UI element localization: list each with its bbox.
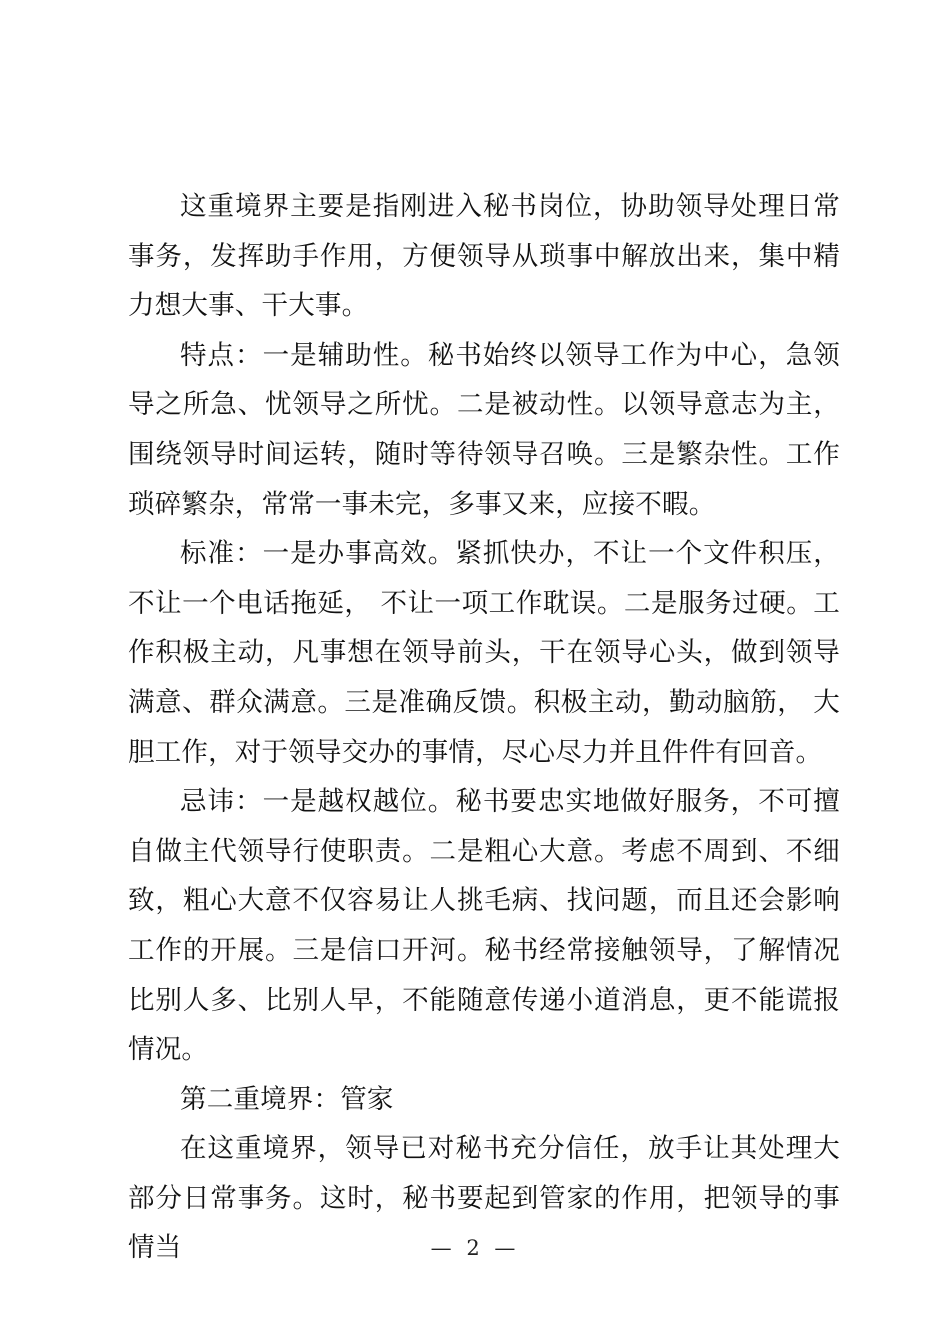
document-body — [128, 182, 840, 1273]
paragraph-intro: 这重境界主要是指刚进入秘书岗位，协助领导处理日常事务，发挥助手作用，方便领导从琐事中解放出来，集中精力想大事、干大事。 — [128, 191, 840, 322]
paragraph-standards: 标准：一是办事高效。紧抓快办，不让一个文件积压，不让一个电话拖延， 不让一项工作耽误。二是服务过硬。工作积极主动，凡事想在领导前头，干在领导心头，做到领导满意、群众满意。三是准确反馈。积极主动，勤动脑筋， 大胆工作，对于领导交办的事情，尽心尽力并且件件有回音。 — [128, 538, 840, 768]
paragraph-taboos: 忌讳：一是越权越位。秘书要忠实地做好服务，不可擅自做主代领导行使职责。二是粗心大意。考虑不周到、不细致，粗心大意不仅容易让人挑毛病、找问题，而且还会影响工作的开展。三是信口开河。秘书经常接触领导，了解情况比别人多、比别人早，不能随意传递小道消息，更不能谎报情况。 — [128, 786, 840, 1066]
paragraph-features: 特点：一是辅助性。秘书始终以领导工作为中心，急领导之所急、忧领导之所忧。二是被动性。以领导意志为主，围绕领导时间运转，随时等待领导召唤。三是繁杂性。工作琐碎繁杂，常常一事未完，多事又来，应接不暇。 — [128, 339, 840, 520]
section-heading: 第二重境界：管家 — [180, 1083, 394, 1115]
page-number: — 2 — — [430, 1236, 520, 1260]
paragraph-second-realm: 在这重境界，领导已对秘书充分信任，放手让其处理大部分日常事务。这时，秘书要起到管家的作用，把领导的事情当 — [128, 1133, 840, 1264]
